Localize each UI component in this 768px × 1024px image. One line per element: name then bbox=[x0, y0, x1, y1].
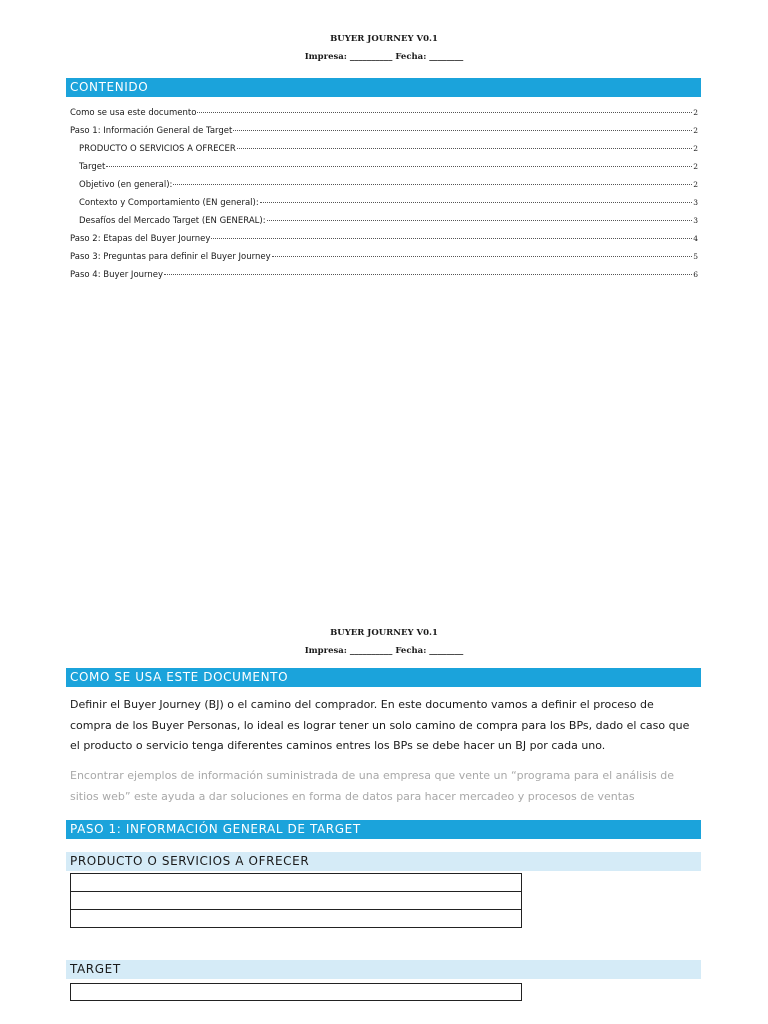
document-title: BUYER JOURNEY V0.1 bbox=[330, 628, 438, 638]
toc-leader-dots bbox=[173, 184, 692, 185]
toc-leader-dots bbox=[237, 148, 692, 149]
company-date-line: Impresa: __________ Fecha: ________ bbox=[304, 52, 464, 62]
toc-entry-label: Paso 2: Etapas del Buyer Journey bbox=[70, 234, 211, 244]
toc-entry-page: 4 bbox=[693, 234, 698, 243]
toc-leader-dots bbox=[233, 130, 692, 131]
toc-entry-page: 3 bbox=[693, 198, 698, 207]
usage-description: Definir el Buyer Journey (BJ) o el camino del comprador. En este documento vamos a definir el proceso de compra de los Buyer Personas, lo ideal es lograr tener un solo camino de compra para los BPs, dado el caso que el producto o servicio tenga diferentes caminos entres los BPs se debe hacer un BJ por cada uno. bbox=[70, 698, 690, 752]
toc-entry-label: Paso 3: Preguntas para definir el Buyer Journey bbox=[70, 252, 271, 262]
toc-entry[interactable] bbox=[70, 144, 698, 162]
toc-leader-dots bbox=[164, 274, 692, 275]
toc-leader-dots bbox=[197, 112, 692, 113]
toc-entry-page: 2 bbox=[693, 126, 698, 135]
toc-entry[interactable] bbox=[70, 126, 698, 144]
toc-entry[interactable] bbox=[70, 162, 698, 180]
toc-entry-label: PRODUCTO O SERVICIOS A OFRECER bbox=[79, 144, 236, 154]
product-field-3[interactable] bbox=[70, 909, 522, 928]
toc-leader-dots bbox=[267, 220, 693, 221]
document-page-2 bbox=[0, 620, 768, 1024]
toc-entry[interactable] bbox=[70, 198, 698, 216]
product-field-1[interactable] bbox=[70, 873, 522, 892]
toc-entry-page: 2 bbox=[693, 108, 698, 117]
toc-entry[interactable] bbox=[70, 108, 698, 126]
table-of-contents bbox=[70, 108, 698, 288]
subheading-product: PRODUCTO O SERVICIOS A OFRECER bbox=[66, 852, 701, 871]
toc-entry-label: Desafíos del Mercado Target (EN GENERAL): bbox=[79, 216, 266, 226]
toc-entry-label: Contexto y Comportamiento (EN general): bbox=[79, 198, 259, 208]
toc-entry-page: 3 bbox=[693, 216, 698, 225]
toc-entry[interactable] bbox=[70, 216, 698, 234]
toc-entry[interactable] bbox=[70, 270, 698, 288]
toc-leader-dots bbox=[272, 256, 693, 257]
toc-leader-dots bbox=[106, 166, 692, 167]
toc-entry-label: Objetivo (en general): bbox=[79, 180, 173, 190]
company-date-line: Impresa: __________ Fecha: ________ bbox=[304, 646, 464, 656]
toc-leader-dots bbox=[260, 202, 693, 203]
toc-entry-page: 2 bbox=[693, 162, 698, 171]
toc-entry-page: 2 bbox=[693, 180, 698, 189]
toc-entry-page: 2 bbox=[693, 144, 698, 153]
document-title: BUYER JOURNEY V0.1 bbox=[330, 34, 438, 44]
toc-entry[interactable] bbox=[70, 252, 698, 270]
toc-heading: CONTENIDO bbox=[66, 78, 701, 97]
section-heading-step1: PASO 1: INFORMACIÓN GENERAL DE TARGET bbox=[66, 820, 701, 839]
toc-entry-page: 6 bbox=[693, 270, 698, 279]
section-heading-usage: COMO SE USA ESTE DOCUMENTO bbox=[66, 668, 701, 687]
target-field[interactable] bbox=[70, 983, 522, 1001]
toc-leader-dots bbox=[211, 238, 692, 239]
toc-entry-label: Como se usa este documento bbox=[70, 108, 197, 118]
toc-entry[interactable] bbox=[70, 234, 698, 252]
toc-entry[interactable] bbox=[70, 180, 698, 198]
toc-entry-label: Paso 1: Información General de Target bbox=[70, 126, 233, 136]
subheading-target: TARGET bbox=[66, 960, 701, 979]
toc-entry-label: Paso 4: Buyer Journey bbox=[70, 270, 164, 280]
usage-example: Encontrar ejemplos de información suministrada de una empresa que vente un “programa para el análisis de sitios web” este ayuda a dar soluciones en forma de datos para hacer mercadeo y procesos de ventas bbox=[70, 769, 674, 803]
product-field-2[interactable] bbox=[70, 891, 522, 910]
toc-entry-page: 5 bbox=[693, 252, 698, 261]
toc-entry-label: Target bbox=[79, 162, 106, 172]
